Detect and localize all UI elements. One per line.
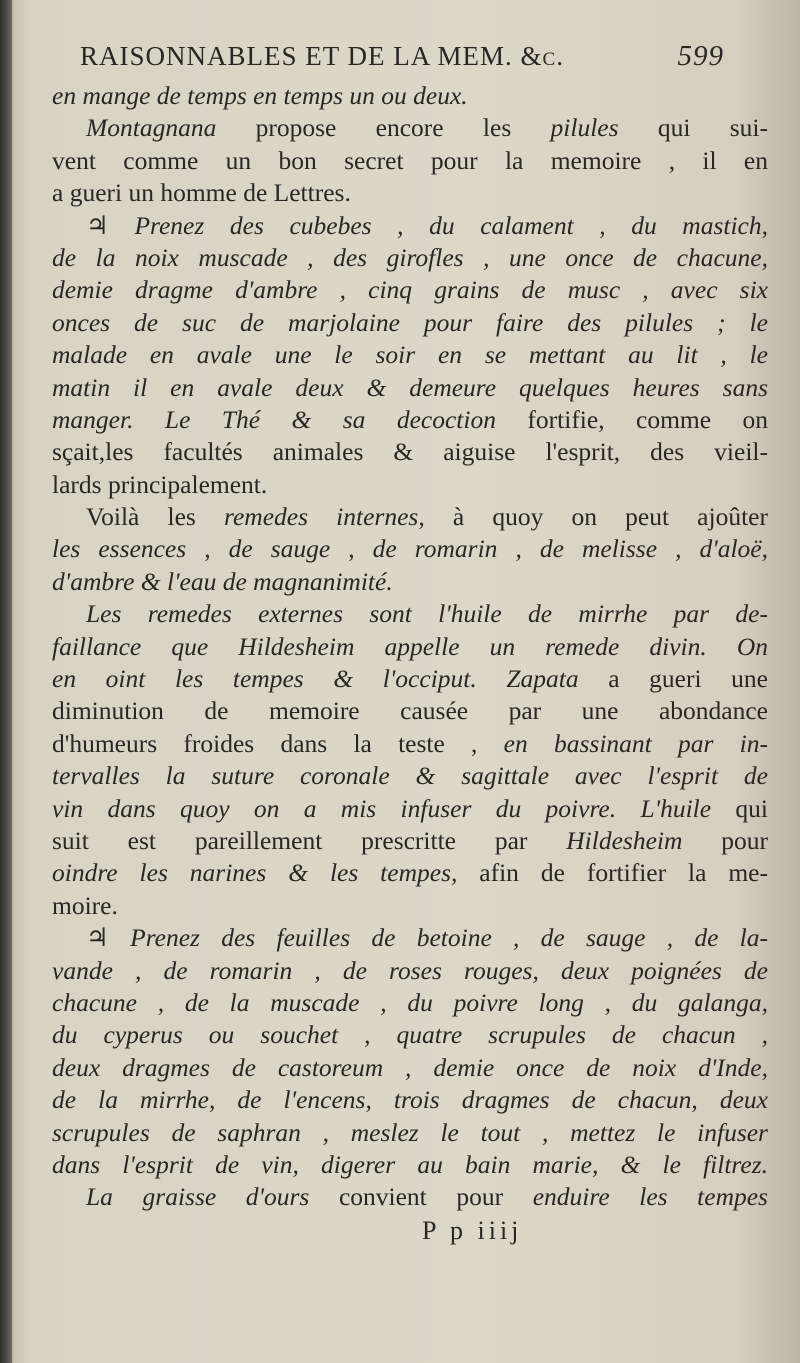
text-line	[52, 112, 768, 144]
roman-segment: à quoy on peut ajoûter	[424, 502, 768, 532]
italic-segment: Les remedes externes sont l'huile de mirrhe par de-	[86, 599, 768, 629]
text-line	[52, 1019, 768, 1051]
roman-segment: diminution de memoire causée par une abondance	[52, 696, 768, 726]
text-line	[52, 566, 768, 598]
italic-segment: en mange de temps en temps un ou deux.	[52, 81, 468, 110]
italic-segment: tervalles la suture coronale & sagittale avec l'esprit de	[52, 761, 768, 791]
text-line	[52, 955, 768, 987]
italic-segment: manger. Le Thé & sa decoction	[52, 404, 496, 434]
text-line	[52, 372, 768, 404]
text-line	[52, 598, 768, 630]
roman-segment: vent comme un bon secret pour la memoire , il en	[52, 145, 768, 175]
text-line	[52, 857, 768, 889]
page-number: 599	[677, 40, 724, 72]
text-line	[52, 242, 768, 274]
text-line	[52, 177, 768, 209]
italic-segment: en bassinant par in-	[503, 728, 768, 758]
page-text	[52, 40, 768, 1246]
text-line	[52, 922, 768, 954]
italic-segment: ♃ Prenez des cubebes , du calament , du mastich,	[86, 210, 768, 240]
roman-segment: lards principalement.	[52, 469, 268, 499]
italic-segment: demie dragme d'ambre , cinq grains de musc , avec six	[52, 275, 768, 305]
italic-segment: ♃ Prenez des feuilles de betoine , de sauge , de la-	[86, 923, 768, 953]
italic-segment: de la mirrhe, de l'encens, trois dragmes de chacun, deux	[52, 1085, 768, 1115]
roman-segment: sçait,les facultés animales & aiguise l'esprit, des vieil-	[52, 437, 768, 467]
text-line	[52, 80, 768, 112]
text-line	[52, 793, 768, 825]
text-line	[52, 728, 768, 760]
italic-segment: onces de suc de marjolaine pour faire des pilules ; le	[52, 307, 768, 337]
text-line	[52, 1052, 768, 1084]
italic-segment: dans l'esprit de vin, digerer au bain marie, & le filtrez.	[52, 1149, 768, 1179]
text-line	[52, 1084, 768, 1116]
text-line	[52, 987, 768, 1019]
text-line	[52, 436, 768, 468]
text-line	[52, 307, 768, 339]
text-line	[52, 663, 768, 695]
signature-text: P p iiij	[422, 1215, 523, 1245]
italic-segment: matin il en avale deux & demeure quelques heures sans	[52, 372, 768, 402]
roman-segment: Voilà les	[86, 502, 224, 532]
italic-segment: vande , de romarin , de roses rouges, deux poignées de	[52, 955, 768, 985]
roman-segment: afin de fortifier la me-	[457, 858, 768, 888]
roman-segment: fortifie, comme on	[495, 404, 768, 434]
italic-segment: les essences , de sauge , de romarin , de melisse , d'aloë,	[52, 534, 768, 564]
roman-segment: pour	[682, 825, 768, 855]
running-title: RAISONNABLES ET DE LA MEM. &c.	[80, 41, 564, 71]
binding-edge	[0, 0, 12, 1363]
italic-segment: Montagnana	[86, 113, 217, 143]
signature-mark	[52, 1216, 768, 1246]
roman-segment: qui	[711, 793, 768, 823]
running-head	[80, 40, 724, 80]
text-line	[52, 695, 768, 727]
italic-segment: du cyperus ou souchet , quatre scrupules de chacun ,	[52, 1020, 768, 1050]
text-line	[52, 501, 768, 533]
italic-segment: en oint les tempes & l'occiput. Zapata	[52, 664, 579, 694]
text-line	[52, 210, 768, 242]
text-line	[52, 825, 768, 857]
body-text	[52, 80, 768, 1214]
text-line	[52, 145, 768, 177]
text-line	[52, 469, 768, 501]
italic-segment: de la noix muscade , des girofles , une once de chacune,	[52, 242, 768, 272]
text-line	[52, 533, 768, 565]
italic-segment: deux dragmes de castoreum , demie once de noix d'Inde,	[52, 1052, 768, 1082]
roman-segment: suit est pareillement prescritte par	[52, 825, 567, 855]
roman-segment: propose encore les	[216, 113, 551, 143]
roman-segment: moire.	[52, 890, 118, 920]
text-line	[52, 274, 768, 306]
italic-segment: oindre les narines & les tempes,	[52, 858, 458, 888]
italic-segment: enduire les tempes	[532, 1182, 768, 1212]
italic-segment: scrupules de saphran , meslez le tout , mettez le infuser	[52, 1117, 768, 1147]
text-line	[52, 404, 768, 436]
italic-segment: vin dans quoy on a mis infuser du poivre. L'huile	[52, 793, 712, 823]
text-line	[52, 1149, 768, 1181]
text-line	[52, 760, 768, 792]
italic-segment: chacune , de la muscade , du poivre long , du galanga,	[52, 987, 768, 1017]
text-line	[52, 339, 768, 371]
roman-segment: convient pour	[309, 1182, 533, 1212]
italic-segment: faillance que Hildesheim appelle un remede divin. On	[52, 631, 768, 661]
text-line	[52, 1181, 768, 1213]
roman-segment: qui sui-	[618, 113, 768, 143]
italic-segment: malade en avale une le soir en se mettant au lit , le	[52, 340, 768, 370]
italic-segment: La graisse d'ours	[86, 1182, 310, 1212]
italic-segment: Hildesheim	[566, 825, 683, 855]
text-line	[52, 631, 768, 663]
roman-segment: a gueri une	[578, 664, 768, 694]
italic-segment: remedes internes,	[224, 502, 425, 532]
roman-segment: a gueri un homme de Lettres.	[52, 178, 351, 208]
text-line	[52, 890, 768, 922]
roman-segment: d'humeurs froides dans la teste ,	[52, 728, 504, 758]
italic-segment: d'ambre & l'eau de magnanimité.	[52, 566, 393, 596]
text-line	[52, 1117, 768, 1149]
italic-segment: pilules	[550, 113, 619, 143]
